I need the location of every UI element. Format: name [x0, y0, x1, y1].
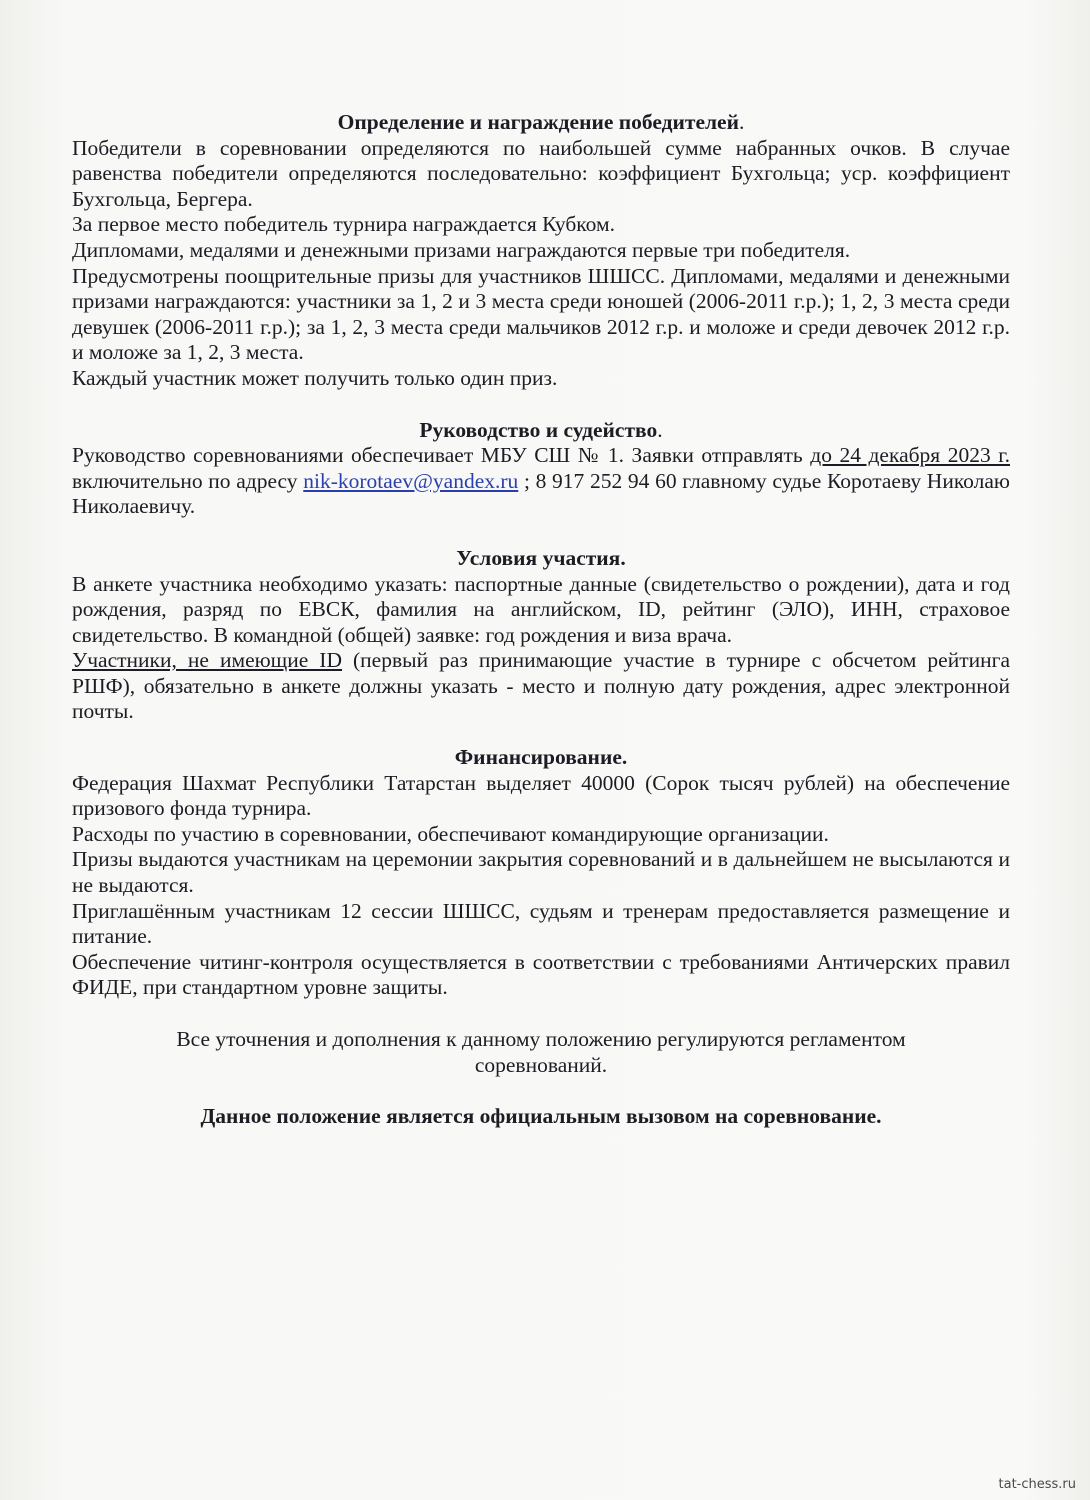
- closing-statement: Данное положение является официальным вызовом на соревнование.: [200, 1104, 882, 1129]
- deadline-date: до 24 декабря 2023 г.: [810, 443, 1010, 468]
- section-management: [72, 418, 1010, 520]
- text: (первый раз принимающие участие в турнире с обсчетом рейтинга РШФ), обязательно в анкете должны указать - место и полную дату рождения, адрес электронной почты.: [72, 648, 1010, 724]
- section-heading: [72, 418, 1010, 444]
- underlined-text: Участники, не имеющие ID: [72, 648, 342, 673]
- paragraph: Победители в соревновании определяются по наибольшей сумме набранных очков. В случае равенства победители определяются последовательно: коэффициент Бухгольца; уср. коэффициент Бухгольца, Бергера.: [72, 135, 1010, 211]
- section-conditions: [72, 546, 1010, 725]
- site-watermark: tat-chess.ru: [998, 1477, 1076, 1492]
- text: ; 8 917 252 94 60 главному судье Коротаеву Николаю Николаевичу.: [72, 468, 1010, 519]
- heading-dot: .: [657, 417, 663, 442]
- text: Руководство соревнованиями обеспечивает МБУ СШ № 1. Заявки отправлять: [72, 443, 811, 468]
- paragraph: Предусмотрены поощрительные призы для участников ШШСС. Дипломами, медалями и денежными призами награждаются: участники за 1, 2 и 3 места среди юношей (2006-2011 г.р.); 1, 2, 3 места среди девушек (2006-2011 г.р.); за 1, 2, 3 места среди мальчиков 2012 г.р. и моложе и среди девочек 2012 г.р. и моложе за 1, 2, 3 места.: [72, 263, 1010, 365]
- email-link[interactable]: nik-korotaev@yandex.ru: [303, 468, 519, 493]
- section-heading: Финансирование.: [454, 745, 628, 770]
- section-winners: [72, 110, 1010, 392]
- paragraph: За первое место победитель турнира награждается Кубком.: [72, 212, 615, 237]
- paragraph: [72, 443, 1010, 520]
- paragraph: Приглашённым участникам 12 сессии ШШСС, судьям и тренерам предоставляется размещение и питание.: [72, 898, 1010, 949]
- section-heading: Условия участия.: [456, 545, 626, 570]
- paragraph: Каждый участник может получить только один приз.: [72, 365, 558, 390]
- heading-text: Руководство и судейство: [419, 417, 658, 442]
- section-financing: [72, 745, 1010, 1001]
- paragraph: Призы выдаются участникам на церемонии закрытия соревнований и в дальнейшем не высылаются и не выдаются.: [72, 847, 1010, 898]
- document-body: [72, 110, 1010, 1130]
- heading-text: Определение и награждение победителей: [337, 110, 739, 134]
- paragraph: Обеспечение читинг-контроля осуществляется в соответствии с требованиями Античерских правил ФИДЕ, при стандартном уровне защиты.: [72, 949, 1010, 1000]
- text: включительно по адресу: [72, 468, 304, 493]
- section-heading: [72, 110, 1010, 136]
- heading-dot: .: [738, 110, 745, 134]
- closing-note: Все уточнения и дополнения к данному положению регулируются регламентом соревнований.: [176, 1027, 906, 1077]
- paragraph: В анкете участника необходимо указать: паспортные данные (свидетельство о рождении), дата и год рождения, разряд по ЕВСК, фамилия на английском, ID, рейтинг (ЭЛО), ИНН, страховое свидетельство. В командной (общей) заявке: год рождения и виза врача.: [72, 571, 1010, 647]
- paragraph: Дипломами, медалями и денежными призами награждаются первые три победителя.: [72, 237, 851, 262]
- paragraph: [72, 648, 1010, 725]
- paragraph: Федерация Шахмат Республики Татарстан выделяет 40000 (Сорок тысяч рублей) на обеспечение призового фонда турнира.: [72, 770, 1010, 821]
- paragraph: Расходы по участию в соревновании, обеспечивают командирующие организации.: [72, 821, 829, 846]
